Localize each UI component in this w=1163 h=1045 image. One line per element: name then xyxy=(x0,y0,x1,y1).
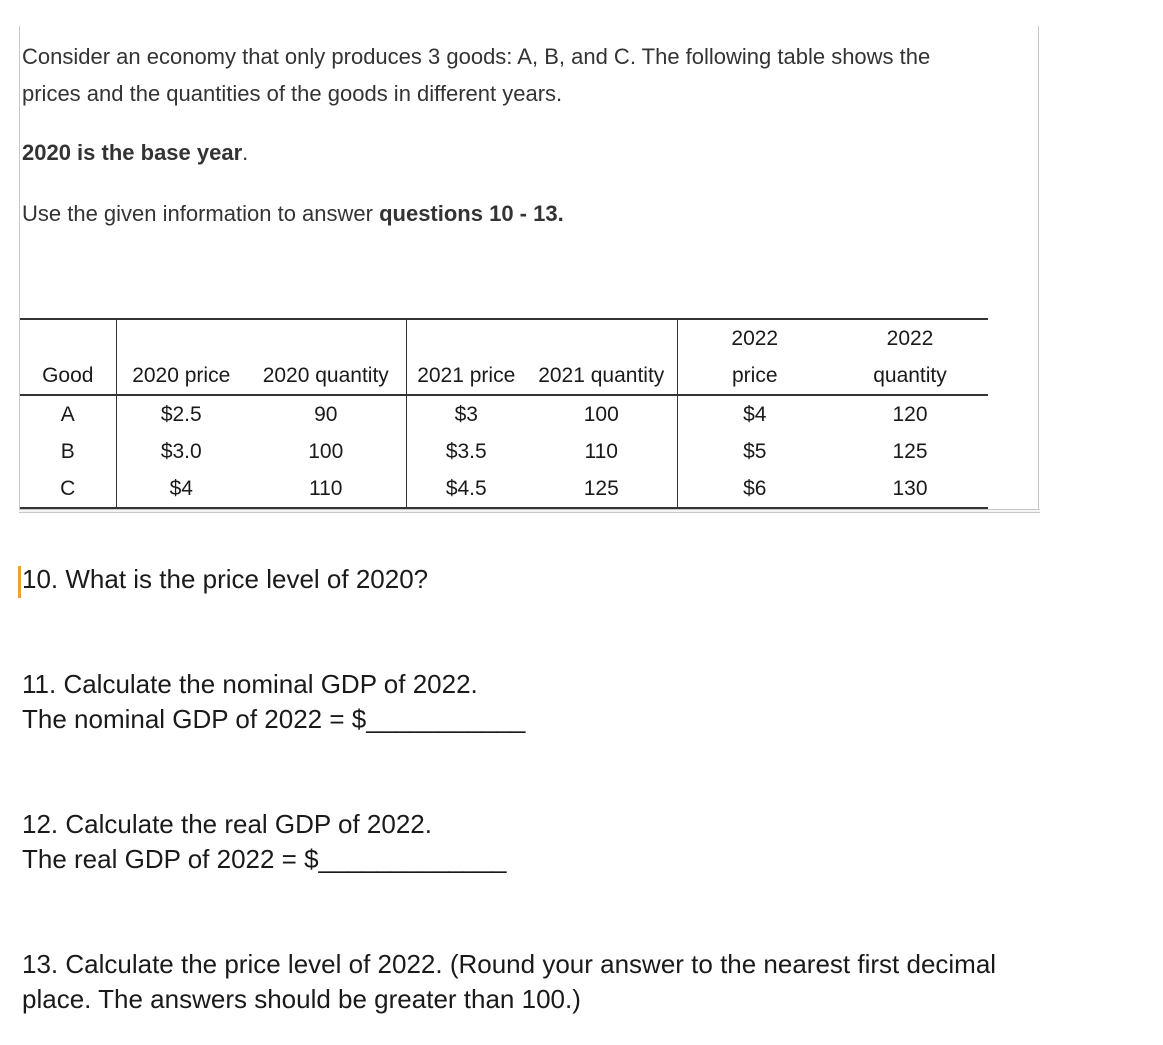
question-11-title: 11. Calculate the nominal GDP of 2022. xyxy=(22,669,478,699)
question-11 xyxy=(22,667,525,737)
table-header-cell: 2021 price xyxy=(406,357,526,395)
table-row xyxy=(20,470,988,508)
table-header-top-cell: 2022 xyxy=(677,319,832,357)
table-cell: $3.5 xyxy=(406,433,526,470)
question-13-line-2: place. The answers should be greater than 100.) xyxy=(22,984,581,1014)
intro-line-1: Consider an economy that only produces 3 goods: A, B, and C. The following table shows the xyxy=(22,44,931,69)
table-cell: 110 xyxy=(246,470,406,508)
table-cell: 125 xyxy=(892,439,928,463)
table-cell: C xyxy=(20,470,116,508)
table-cell: 90 xyxy=(314,402,338,426)
table-header-top-cell xyxy=(526,319,677,357)
question-12-title: 12. Calculate the real GDP of 2022. xyxy=(22,809,432,839)
table-header-cell: 2020 price xyxy=(116,357,246,395)
table-cell: 130 xyxy=(832,470,988,508)
table-cell: 125 xyxy=(526,470,677,508)
table-cell: 100 xyxy=(583,402,619,426)
table-cell: 110 xyxy=(584,439,618,463)
table-header-top-cell xyxy=(406,319,526,357)
goods-table xyxy=(20,318,988,509)
table-cell: 100 xyxy=(308,439,344,463)
question-13-line-1: 13. Calculate the price level of 2022. (Round your answer to the nearest first decimal xyxy=(22,949,997,979)
text-cursor-marker xyxy=(18,566,21,598)
table-header-row-top xyxy=(20,319,988,357)
question-10: 10. What is the price level of 2020? xyxy=(22,564,429,594)
table-header-cell: price xyxy=(677,357,832,395)
intro-line-2: prices and the quantities of the goods in different years. xyxy=(22,81,563,106)
info-box-bottom-border xyxy=(19,509,1040,513)
table-header-cell: 2021 quantity xyxy=(526,357,677,395)
table-header-top-cell xyxy=(20,319,116,357)
table-cell: $2.5 xyxy=(116,395,246,433)
question-12-answer-blank[interactable]: The real GDP of 2022 = $_____________ xyxy=(22,844,507,874)
question-13 xyxy=(22,947,1152,1017)
use-info-bold: questions 10 - 13. xyxy=(379,201,564,226)
use-info-prefix: Use the given information to answer xyxy=(22,201,380,226)
table-cell: $6 xyxy=(677,470,832,508)
table-cell: 120 xyxy=(892,402,928,426)
table-header-cell: 2020 quantity xyxy=(246,357,406,395)
table-cell: A xyxy=(60,402,75,426)
table-header-cell: Good xyxy=(20,357,116,395)
base-year-bold: 2020 is the base year xyxy=(22,140,243,165)
table-cell: $4 xyxy=(116,470,246,508)
table-cell: $5 xyxy=(677,433,832,470)
table-header-top-cell xyxy=(246,319,406,357)
question-11-answer-blank[interactable]: The nominal GDP of 2022 = $___________ xyxy=(22,704,526,734)
table-cell: B xyxy=(60,439,75,463)
table-cell: $3.0 xyxy=(116,433,246,470)
base-year-tail: . xyxy=(242,140,249,165)
table-cell: $3 xyxy=(406,395,526,433)
table-header-cell: quantity xyxy=(832,357,988,395)
table-row xyxy=(20,395,988,433)
base-year-note xyxy=(22,138,248,168)
table-header-top-cell xyxy=(116,319,246,357)
question-12 xyxy=(22,807,507,877)
use-info-note xyxy=(22,199,564,229)
table-row xyxy=(20,433,988,470)
table-header-row xyxy=(20,357,988,395)
table-cell: $4 xyxy=(677,395,832,433)
table-cell: $4.5 xyxy=(406,470,526,508)
table-header-top-cell: 2022 xyxy=(832,319,988,357)
intro-paragraph xyxy=(22,38,1037,112)
